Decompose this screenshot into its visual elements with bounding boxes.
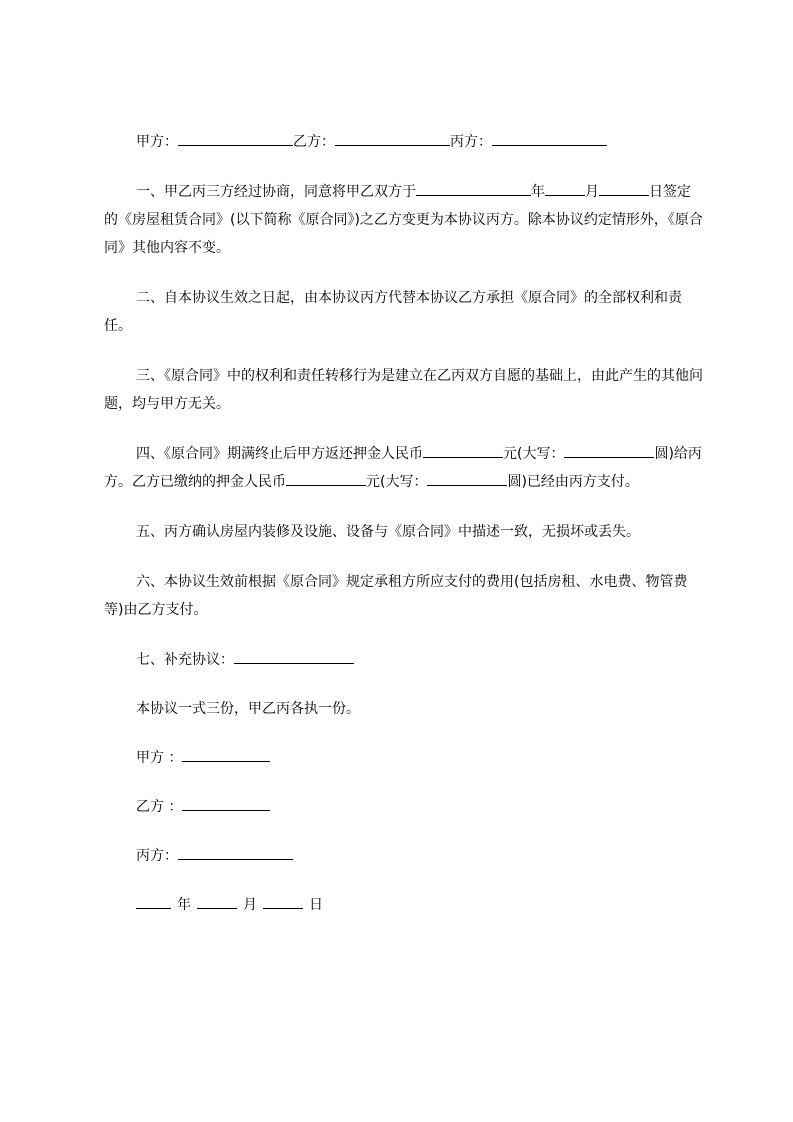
clause-4-capital-2-blank[interactable] <box>427 471 507 486</box>
party-c-blank[interactable] <box>492 131 607 146</box>
clause-1-month: 月 <box>585 184 599 200</box>
clause-5: 五、丙方确认房屋内装修及设施、设备与《原合同》中描述一致，无损坏或丢失。 <box>136 524 640 540</box>
party-c-label: 丙方： <box>450 134 492 150</box>
signature-party-c-label: 丙方： <box>136 848 178 864</box>
clause-4-text-start: 四、《原合同》期满终止后甲方返还押金人民币 <box>136 446 423 462</box>
supplementary-blank[interactable] <box>234 649 354 664</box>
date-year: 年 <box>177 897 191 913</box>
date-day: 日 <box>309 897 323 913</box>
clause-4-capital-1-blank[interactable] <box>564 443 654 458</box>
clause-7-label: 七、补充协议： <box>136 652 234 668</box>
clause-1-day-blank[interactable] <box>599 181 649 196</box>
signature-party-a-label: 甲方 ： <box>136 750 183 766</box>
signature-party-a <box>104 744 704 772</box>
clause-3: 三、《原合同》中的权利和责任转移行为是建立在乙丙双方自愿的基础上，由此产生的其他问题，均与甲方无关。 <box>104 368 703 412</box>
party-a-label: 甲方： <box>136 134 178 150</box>
clause-4-amount-2-blank[interactable] <box>286 471 366 486</box>
date-month-blank[interactable] <box>197 894 237 909</box>
clause-4 <box>104 440 704 496</box>
date-year-blank[interactable] <box>136 894 171 909</box>
clause-4-middle: 圆)给丙方。乙方已缴纳的押金人民币 <box>104 446 702 490</box>
clause-1-text-start: 一、甲乙丙三方经过协商，同意将甲乙双方于 <box>136 184 416 200</box>
clause-1-month-blank[interactable] <box>545 181 585 196</box>
clause-7 <box>104 646 704 674</box>
clause-2: 二、自本协议生效之日起，由本协议丙方代替本协议乙方承担《原合同》的全部权利和责任。 <box>104 290 682 334</box>
clause-4-text-end: 圆)已经由丙方支付。 <box>507 474 639 490</box>
signature-party-c-blank[interactable] <box>178 845 293 860</box>
signature-party-a-blank[interactable] <box>182 747 270 762</box>
party-b-label: 乙方： <box>293 134 335 150</box>
signature-party-c <box>104 842 704 870</box>
party-b-blank[interactable] <box>335 131 450 146</box>
clause-6: 六、本协议生效前根据《原合同》规定承租方所应支付的费用(包括房租、水电费、物管费等)由乙方支付。 <box>104 574 688 618</box>
clause-4-amount-1-blank[interactable] <box>423 443 503 458</box>
copies-statement: 本协议一式三份，甲乙丙各执一份。 <box>136 701 360 717</box>
parties-header <box>104 128 704 156</box>
clause-4-yuan-1: 元(大写： <box>503 446 565 462</box>
signature-party-b-label: 乙方 ： <box>136 799 183 815</box>
clause-1-text-end: 日签定的《房屋租赁合同》(以下简称《原合同》)之乙方变更为本协议丙方。除本协议约定情形外，《原合同》其他内容不变。 <box>104 184 703 256</box>
signing-date <box>104 891 704 919</box>
clause-1-date-blank[interactable] <box>416 181 531 196</box>
signature-party-b-blank[interactable] <box>182 796 270 811</box>
party-a-blank[interactable] <box>178 131 293 146</box>
signature-party-b <box>104 793 704 821</box>
clause-1 <box>104 178 704 262</box>
agreement-body <box>104 128 704 919</box>
clause-1-year: 年 <box>531 184 545 200</box>
clause-4-yuan-2: 元(大写： <box>366 474 428 490</box>
date-day-blank[interactable] <box>263 894 303 909</box>
date-month: 月 <box>243 897 257 913</box>
